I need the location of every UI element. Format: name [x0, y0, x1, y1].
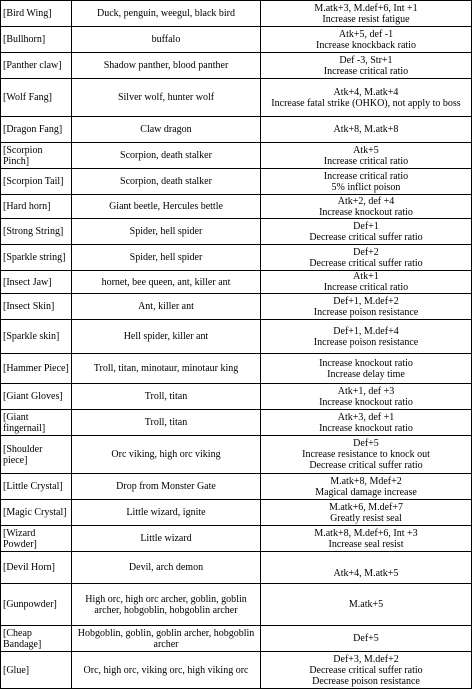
table-row	[1, 500, 472, 526]
item-name-cell: [Devil Horn]	[1, 552, 72, 584]
table-row	[1, 384, 472, 410]
table-row	[1, 474, 472, 500]
drop-source-cell: Hell spider, killer ant	[72, 320, 261, 354]
drop-source-cell: Orc viking, high orc viking	[72, 436, 261, 474]
table-row	[1, 195, 472, 219]
effects-cell	[261, 169, 472, 195]
drop-source-cell: Scorpion, death stalker	[72, 143, 261, 169]
effect-line: Increase poison resistance	[313, 336, 419, 348]
effect-line: M.atk+6, M.def+7	[328, 501, 404, 513]
effect-line	[263, 557, 469, 568]
effect-line: M.atk+3, M.def+6, Int +1	[314, 2, 418, 14]
item-name-cell: [Bullhorn]	[1, 27, 72, 53]
effect-line: Increase critical ratio	[323, 155, 409, 167]
table-row	[1, 27, 472, 53]
table-row	[1, 219, 472, 245]
effect-line: Increase resist fatigue	[322, 13, 410, 25]
effect-line: Increase knockout ratio	[319, 357, 413, 369]
item-name-cell: [Wizard Powder]	[1, 526, 72, 552]
effects-cell	[261, 410, 472, 436]
effects-cell	[261, 354, 472, 384]
effect-line: Atk+4, M.atk+4	[333, 86, 399, 98]
effect-line: 5% inflict poison	[331, 181, 401, 193]
effects-cell	[261, 143, 472, 169]
effects-cell	[261, 436, 472, 474]
effect-line: Def+1	[353, 220, 379, 232]
effect-line: M.atk+8, Mdef+2	[330, 475, 402, 487]
item-name-cell: [Scorpion Tail]	[1, 169, 72, 195]
table-row	[1, 626, 472, 652]
effect-line: Increase critical ratio	[323, 282, 409, 293]
table-row	[1, 79, 472, 117]
effect-line: Atk+1	[353, 271, 379, 282]
effects-cell	[261, 474, 472, 500]
effects-cell	[261, 245, 472, 271]
effect-line: Atk+8, M.atk+8	[333, 124, 399, 135]
effect-line: Def+2	[353, 246, 379, 258]
item-name-cell: [Insect Jaw]	[1, 271, 72, 294]
effects-cell	[261, 219, 472, 245]
drop-source-cell: Devil, arch demon	[72, 552, 261, 584]
effect-line: Atk+4, M.atk+5	[333, 567, 399, 579]
effect-line: M.atk+5	[348, 599, 384, 610]
drop-source-cell: buffalo	[72, 27, 261, 53]
effects-cell	[261, 384, 472, 410]
effect-line: Def+1, M.def+4	[333, 325, 399, 337]
drop-source-cell: Giant beetle, Hercules bettle	[72, 195, 261, 219]
effect-line: Increase resistance to knock out	[302, 449, 430, 460]
table-row	[1, 271, 472, 294]
effects-cell	[261, 294, 472, 320]
effects-cell	[261, 271, 472, 294]
effect-line: Def+3, M.def+2	[333, 653, 399, 665]
item-name-cell: [Magic Crystal]	[1, 500, 72, 526]
item-name-cell: [Hard horn]	[1, 195, 72, 219]
effect-line: Atk+5	[353, 144, 379, 156]
item-name-cell: [Cheap Bandage]	[1, 626, 72, 652]
item-name-cell: [Scorpion Pinch]	[1, 143, 72, 169]
drop-source-cell: hornet, bee queen, ant, killer ant	[72, 271, 261, 294]
item-name-cell: [Dragon Fang]	[1, 117, 72, 143]
effects-cell	[261, 552, 472, 584]
item-name-cell: [Hammer Piece]	[1, 354, 72, 384]
effects-cell	[261, 195, 472, 219]
effects-cell	[261, 626, 472, 652]
table-row	[1, 320, 472, 354]
item-name-cell: [Little Crystal]	[1, 474, 72, 500]
drop-source-cell: Ant, killer ant	[72, 294, 261, 320]
effects-cell	[261, 117, 472, 143]
effect-line: Decrease critical suffer ratio	[309, 257, 423, 269]
item-name-cell: [Glue]	[1, 652, 72, 689]
item-name-cell: [Sparkle skin]	[1, 320, 72, 354]
drop-source-cell: Duck, penguin, weegul, black bird	[72, 1, 261, 27]
drop-source-cell: Drop from Monster Gate	[72, 474, 261, 500]
effects-cell	[261, 27, 472, 53]
drop-source-cell: Silver wolf, hunter wolf	[72, 79, 261, 117]
table-row	[1, 245, 472, 271]
drop-source-cell: Troll, titan	[72, 410, 261, 436]
effect-line: Increase knockout ratio	[319, 396, 413, 408]
effects-cell	[261, 1, 472, 27]
drop-source-cell: Troll, titan, minotaur, minotaur king	[72, 354, 261, 384]
drop-source-cell: Shadow panther, blood panther	[72, 53, 261, 79]
effects-cell	[261, 584, 472, 626]
effect-line: Def -3, Str+1	[339, 54, 393, 66]
table-row	[1, 584, 472, 626]
effect-line: Decrease critical suffer ratio	[309, 664, 423, 676]
table-row	[1, 117, 472, 143]
item-name-cell: [Gunpowder]	[1, 584, 72, 626]
item-name-cell: [Strong String]	[1, 219, 72, 245]
table-row	[1, 143, 472, 169]
drop-source-cell: Hobgoblin, goblin, goblin archer, hobgoblin archer	[72, 626, 261, 652]
drop-source-cell: Orc, high orc, viking orc, high viking orc	[72, 652, 261, 689]
effect-line: Magical damage increase	[315, 486, 417, 498]
effect-line: Increase delay time	[327, 368, 405, 380]
effects-cell	[261, 320, 472, 354]
effect-line: Decrease poison resistance	[312, 675, 420, 687]
effect-line: Greatly resist seal	[330, 512, 402, 524]
item-name-cell: [Wolf Fang]	[1, 79, 72, 117]
table-row	[1, 169, 472, 195]
effect-line: Increase knockout ratio	[319, 422, 413, 434]
effect-line: Atk+1, def +3	[337, 385, 395, 397]
effect-line: Def+1, M.def+2	[333, 295, 399, 307]
effect-line: Increase critical ratio	[323, 170, 409, 182]
table-row	[1, 354, 472, 384]
item-drop-table-body	[1, 1, 472, 689]
effect-line: Increase knockback ratio	[316, 39, 416, 51]
effect-line: Atk+3, def +1	[337, 411, 395, 423]
effect-line: Decrease critical suffer ratio	[309, 231, 423, 243]
item-name-cell: [Sparkle string]	[1, 245, 72, 271]
effect-line: Increase fatal strike (OHKO), not apply to boss	[271, 97, 461, 109]
effects-cell	[261, 53, 472, 79]
effect-line: M.atk+8, M.def+6, Int +3	[314, 527, 418, 539]
effect-line: Def+5	[353, 633, 379, 644]
drop-source-cell: Little wizard, ignite	[72, 500, 261, 526]
table-row	[1, 53, 472, 79]
effect-line: Increase critical ratio	[323, 65, 409, 77]
effect-line: Increase knockout ratio	[319, 206, 413, 218]
item-name-cell: [Bird Wing]	[1, 1, 72, 27]
item-name-cell: [Giant Gloves]	[1, 384, 72, 410]
effect-line: Def+5	[353, 438, 379, 449]
drop-source-cell: Scorpion, death stalker	[72, 169, 261, 195]
drop-source-cell: High orc, high orc archer, goblin, goblin archer, hobgoblin, hobgoblin archer	[72, 584, 261, 626]
item-name-cell: [Insect Skin]	[1, 294, 72, 320]
effect-line: Increase poison resistance	[313, 306, 419, 318]
effects-cell	[261, 652, 472, 689]
table-row	[1, 652, 472, 689]
drop-source-cell: Troll, titan	[72, 384, 261, 410]
effects-cell	[261, 79, 472, 117]
effects-cell	[261, 500, 472, 526]
drop-source-cell: Spider, hell spider	[72, 219, 261, 245]
effect-line: Atk+5, def -1	[338, 28, 394, 40]
item-name-cell: [Panther claw]	[1, 53, 72, 79]
table-row	[1, 526, 472, 552]
effect-line: Increase seal resist	[328, 538, 404, 550]
effect-line: Atk+2, def +4	[337, 195, 395, 207]
item-name-cell: [Giant fingernail]	[1, 410, 72, 436]
effects-cell	[261, 526, 472, 552]
table-row	[1, 552, 472, 584]
item-name-cell: [Shoulder piece]	[1, 436, 72, 474]
drop-source-cell: Spider, hell spider	[72, 245, 261, 271]
table-row	[1, 294, 472, 320]
effect-line: Decrease critical suffer ratio	[309, 460, 423, 471]
table-row	[1, 436, 472, 474]
table-row	[1, 410, 472, 436]
drop-source-cell: Little wizard	[72, 526, 261, 552]
table-row	[1, 1, 472, 27]
drop-source-cell: Claw dragon	[72, 117, 261, 143]
